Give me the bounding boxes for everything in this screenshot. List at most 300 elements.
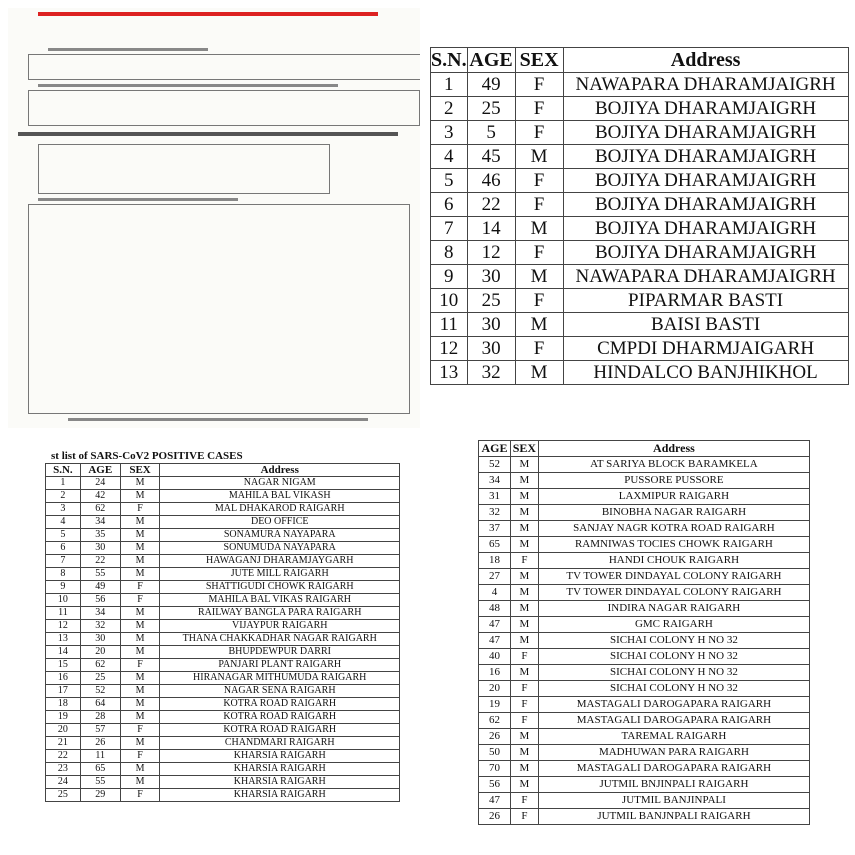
cell-address: CHANDMARI RAIGARH: [160, 737, 400, 750]
table-row: [46, 724, 400, 737]
cell-sex: M: [120, 698, 160, 711]
cell-age: 32: [467, 361, 515, 385]
cell-age: 37: [479, 521, 511, 537]
cell-sex: F: [515, 97, 563, 121]
cell-sex: M: [120, 568, 160, 581]
table-row: [479, 649, 810, 665]
cell-age: 26: [479, 729, 511, 745]
cell-sex: M: [515, 265, 563, 289]
cell-sn: 16: [46, 672, 81, 685]
cell-age: 22: [467, 193, 515, 217]
cell-address: TV TOWER DINDAYAL COLONY RAIGARH: [538, 569, 809, 585]
cases-table-b: [430, 47, 849, 385]
cell-sex: M: [510, 745, 538, 761]
table-row: [479, 537, 810, 553]
cell-address: GMC RAIGARH: [538, 617, 809, 633]
cell-address: KHARSIA RAIGARH: [160, 750, 400, 763]
cell-address: INDIRA NAGAR RAIGARH: [538, 601, 809, 617]
cell-address: BOJIYA DHARAMJAIGRH: [563, 121, 848, 145]
table-row: [46, 516, 400, 529]
cell-sex: M: [515, 361, 563, 385]
cell-address: SHATTIGUDI CHOWK RAIGARH: [160, 581, 400, 594]
cell-sn: 10: [46, 594, 81, 607]
table-row: [46, 659, 400, 672]
cell-age: 30: [80, 542, 120, 555]
text-line: [68, 418, 368, 421]
table-row: [479, 617, 810, 633]
cell-age: 31: [479, 489, 511, 505]
cell-age: 11: [80, 750, 120, 763]
cell-address: PUSSORE PUSSORE: [538, 473, 809, 489]
cell-sex: M: [510, 665, 538, 681]
cell-age: 12: [467, 241, 515, 265]
table-row: [46, 555, 400, 568]
cell-sex: M: [510, 489, 538, 505]
cell-sn: 21: [46, 737, 81, 750]
cell-sex: M: [510, 633, 538, 649]
cell-address: MAHILA BAL VIKAS RAIGARH: [160, 594, 400, 607]
table-row: [479, 793, 810, 809]
cell-address: DEO OFFICE: [160, 516, 400, 529]
cell-sex: M: [510, 505, 538, 521]
cell-sex: M: [120, 477, 160, 490]
cell-address: BOJIYA DHARAMJAIGRH: [563, 193, 848, 217]
cell-address: JUTMIL BANJINPALI: [538, 793, 809, 809]
cell-address: MAL DHAKAROD RAIGARH: [160, 503, 400, 516]
cell-sex: M: [120, 737, 160, 750]
table-row: [431, 73, 849, 97]
table-row: [479, 505, 810, 521]
cell-sex: F: [120, 594, 160, 607]
cell-address: BOJIYA DHARAMJAIGRH: [563, 217, 848, 241]
cell-sn: 1: [431, 73, 468, 97]
cell-address: MAHILA BAL VIKASH: [160, 490, 400, 503]
cell-sn: 11: [431, 313, 468, 337]
table-row: [431, 193, 849, 217]
cell-sn: 12: [431, 337, 468, 361]
cell-sex: F: [120, 789, 160, 802]
table-row: [431, 289, 849, 313]
cell-address: RAILWAY BANGLA PARA RAIGARH: [160, 607, 400, 620]
cell-address: SICHAI COLONY H NO 32: [538, 633, 809, 649]
cell-sex: M: [510, 729, 538, 745]
cell-age: 5: [467, 121, 515, 145]
cell-sex: F: [510, 697, 538, 713]
cell-sn: 2: [431, 97, 468, 121]
cell-address: HANDI CHOUK RAIGARH: [538, 553, 809, 569]
table-body-b: [431, 73, 849, 385]
cell-sex: M: [120, 620, 160, 633]
cell-sn: 7: [46, 555, 81, 568]
cell-sn: 5: [46, 529, 81, 542]
table-row: [431, 313, 849, 337]
cell-address: BOJIYA DHARAMJAIGRH: [563, 97, 848, 121]
cell-sex: F: [515, 193, 563, 217]
cell-address: VIJAYPUR RAIGARH: [160, 620, 400, 633]
cell-sn: 20: [46, 724, 81, 737]
table-row: [431, 241, 849, 265]
cell-address: KHARSIA RAIGARH: [160, 789, 400, 802]
table-row: [431, 361, 849, 385]
cell-sex: M: [120, 555, 160, 568]
table-row: [479, 713, 810, 729]
text-line: [38, 198, 238, 201]
cell-sn: 7: [431, 217, 468, 241]
table-body-c: [46, 477, 400, 802]
cell-age: 48: [479, 601, 511, 617]
col-header-sex: SEX: [510, 441, 538, 457]
bulletin-summary-table: [28, 54, 420, 80]
cell-sex: F: [120, 750, 160, 763]
cell-age: 45: [467, 145, 515, 169]
table-header-row: [479, 441, 810, 457]
cell-sn: 10: [431, 289, 468, 313]
cell-address: CMPDI DHARMJAIGARH: [563, 337, 848, 361]
cell-age: 65: [80, 763, 120, 776]
cell-address: MASTAGALI DAROGAPARA RAIGARH: [538, 761, 809, 777]
cell-sex: M: [120, 542, 160, 555]
table-row: [46, 763, 400, 776]
table-row: [46, 685, 400, 698]
cell-age: 32: [80, 620, 120, 633]
cell-age: 30: [467, 337, 515, 361]
table-row: [479, 633, 810, 649]
cell-address: MASTAGALI DAROGAPARA RAIGARH: [538, 713, 809, 729]
table-row: [479, 745, 810, 761]
table-row: [46, 620, 400, 633]
cell-sn: 14: [46, 646, 81, 659]
table-row: [479, 697, 810, 713]
cell-address: MADHUWAN PARA RAIGARH: [538, 745, 809, 761]
table-row: [479, 569, 810, 585]
table-row: [46, 776, 400, 789]
cell-sex: F: [510, 681, 538, 697]
table-row: [479, 553, 810, 569]
cell-address: KOTRA ROAD RAIGARH: [160, 724, 400, 737]
col-header-age: AGE: [80, 464, 120, 477]
table-row: [46, 542, 400, 555]
cell-sn: 13: [46, 633, 81, 646]
table-row: [431, 97, 849, 121]
cell-sn: 9: [46, 581, 81, 594]
cell-sex: M: [120, 607, 160, 620]
cell-sex: M: [120, 529, 160, 542]
table-row: [46, 477, 400, 490]
cell-address: HINDALCO BANJHIKHOL: [563, 361, 848, 385]
col-header-age: AGE: [467, 48, 515, 73]
cell-age: 30: [467, 265, 515, 289]
cell-address: HAWAGANJ DHARAMJAYGARH: [160, 555, 400, 568]
bulletin-test-table: [28, 90, 420, 126]
cell-age: 55: [80, 568, 120, 581]
cases-table-d: [478, 440, 810, 825]
cell-age: 26: [80, 737, 120, 750]
table-row: [46, 581, 400, 594]
cell-age: 4: [479, 585, 511, 601]
cell-sex: M: [120, 763, 160, 776]
cell-address: PANJARI PLANT RAIGARH: [160, 659, 400, 672]
cell-sn: 3: [431, 121, 468, 145]
cell-sn: 1: [46, 477, 81, 490]
cell-sex: F: [510, 793, 538, 809]
cell-sex: M: [510, 537, 538, 553]
cell-age: 57: [80, 724, 120, 737]
cell-address: JUTMIL BANJNPALI RAIGARH: [538, 809, 809, 825]
cell-address: TV TOWER DINDAYAL COLONY RAIGARH: [538, 585, 809, 601]
cell-age: 70: [479, 761, 511, 777]
table-row: [46, 503, 400, 516]
cell-sn: 25: [46, 789, 81, 802]
cell-age: 24: [80, 477, 120, 490]
bulletin-district-table: [28, 204, 410, 414]
cell-address: KHARSIA RAIGARH: [160, 776, 400, 789]
table-row: [46, 490, 400, 503]
cell-age: 47: [479, 793, 511, 809]
cell-sex: M: [120, 646, 160, 659]
cell-age: 40: [479, 649, 511, 665]
table-row: [431, 145, 849, 169]
positive-cases-panel-b: [430, 47, 850, 392]
positive-cases-panel-c: [45, 450, 405, 835]
cell-age: 56: [80, 594, 120, 607]
cell-sn: 4: [46, 516, 81, 529]
table-row: [46, 568, 400, 581]
cell-age: 25: [467, 289, 515, 313]
table-row: [479, 521, 810, 537]
table-row: [431, 169, 849, 193]
table-row: [431, 217, 849, 241]
cell-age: 22: [80, 555, 120, 568]
cell-sex: M: [510, 457, 538, 473]
table-header-row: [46, 464, 400, 477]
cell-sex: F: [510, 809, 538, 825]
cell-sn: 8: [431, 241, 468, 265]
cell-age: 62: [80, 659, 120, 672]
cell-age: 49: [80, 581, 120, 594]
col-header-address: Address: [160, 464, 400, 477]
cell-address: BOJIYA DHARAMJAIGRH: [563, 169, 848, 193]
table-row: [479, 729, 810, 745]
hindi-bulletin-panel: [8, 8, 420, 428]
cell-address: BAISI BASTI: [563, 313, 848, 337]
cell-sex: F: [120, 724, 160, 737]
cell-sex: F: [515, 241, 563, 265]
table-row: [46, 672, 400, 685]
table-row: [479, 665, 810, 681]
col-header-sex: SEX: [515, 48, 563, 73]
cell-sex: M: [510, 585, 538, 601]
table-row: [46, 737, 400, 750]
cell-address: JUTE MILL RAIGARH: [160, 568, 400, 581]
cell-sn: 19: [46, 711, 81, 724]
cell-sn: 18: [46, 698, 81, 711]
cell-age: 49: [467, 73, 515, 97]
cell-address: BHUPDEWPUR DARRI: [160, 646, 400, 659]
cell-age: 34: [80, 516, 120, 529]
cell-age: 55: [80, 776, 120, 789]
cell-sn: 9: [431, 265, 468, 289]
cell-age: 34: [80, 607, 120, 620]
col-header-address: Address: [563, 48, 848, 73]
cell-sex: M: [510, 777, 538, 793]
cell-sn: 17: [46, 685, 81, 698]
cell-address: SICHAI COLONY H NO 32: [538, 665, 809, 681]
cell-address: AT SARIYA BLOCK BARAMKELA: [538, 457, 809, 473]
cell-age: 52: [479, 457, 511, 473]
cell-address: SICHAI COLONY H NO 32: [538, 681, 809, 697]
cell-age: 29: [80, 789, 120, 802]
cell-age: 27: [479, 569, 511, 585]
table-row: [479, 601, 810, 617]
cell-address: BINOBHA NAGAR RAIGARH: [538, 505, 809, 521]
table-header-row: [431, 48, 849, 73]
col-header-age: AGE: [479, 441, 511, 457]
cell-sex: M: [510, 473, 538, 489]
cell-address: TAREMAL RAIGARH: [538, 729, 809, 745]
cell-sex: F: [510, 649, 538, 665]
table-row: [46, 607, 400, 620]
table-row: [479, 777, 810, 793]
cell-sex: M: [120, 633, 160, 646]
cell-address: LAXMIPUR RAIGARH: [538, 489, 809, 505]
cell-age: 25: [80, 672, 120, 685]
cell-age: 42: [80, 490, 120, 503]
cell-address: BOJIYA DHARAMJAIGRH: [563, 145, 848, 169]
table-row: [479, 489, 810, 505]
table-row: [46, 529, 400, 542]
cell-sex: M: [510, 521, 538, 537]
table-row: [431, 265, 849, 289]
cell-age: 28: [80, 711, 120, 724]
cell-sex: M: [510, 601, 538, 617]
cell-age: 34: [479, 473, 511, 489]
cell-address: JUTMIL BNJINPALI RAIGARH: [538, 777, 809, 793]
cell-address: BOJIYA DHARAMJAIGRH: [563, 241, 848, 265]
cell-sn: 13: [431, 361, 468, 385]
cell-age: 64: [80, 698, 120, 711]
cell-sex: M: [120, 672, 160, 685]
cell-age: 65: [479, 537, 511, 553]
cell-address: NAGAR NIGAM: [160, 477, 400, 490]
cell-age: 47: [479, 633, 511, 649]
table-row: [479, 473, 810, 489]
cell-sex: M: [510, 761, 538, 777]
col-header-sn: S.N.: [431, 48, 467, 71]
bulletin-count-table: [38, 144, 330, 194]
table-row: [479, 457, 810, 473]
cell-age: 56: [479, 777, 511, 793]
cell-age: 30: [467, 313, 515, 337]
text-line: [18, 132, 398, 136]
cell-address: SANJAY NAGR KOTRA ROAD RAIGARH: [538, 521, 809, 537]
cell-age: 50: [479, 745, 511, 761]
cell-age: 47: [479, 617, 511, 633]
cell-sn: 11: [46, 607, 81, 620]
cell-sn: 12: [46, 620, 81, 633]
cell-sn: 24: [46, 776, 81, 789]
cell-age: 25: [467, 97, 515, 121]
text-line: [48, 48, 208, 51]
cell-age: 20: [479, 681, 511, 697]
cell-address: HIRANAGAR MITHUMUDA RAIGARH: [160, 672, 400, 685]
cell-age: 35: [80, 529, 120, 542]
list-caption: st list of SARS-CoV2 POSITIVE CASES: [51, 450, 243, 462]
cell-sex: F: [120, 503, 160, 516]
cell-sn: 3: [46, 503, 81, 516]
cell-address: SICHAI COLONY H NO 32: [538, 649, 809, 665]
cell-address: PIPARMAR BASTI: [563, 289, 848, 313]
cell-address: KOTRA ROAD RAIGARH: [160, 711, 400, 724]
cell-age: 19: [479, 697, 511, 713]
cell-sex: F: [120, 659, 160, 672]
table-row: [46, 633, 400, 646]
cell-address: NAWAPARA DHARAMJAIGRH: [563, 265, 848, 289]
cases-table-c: [45, 463, 400, 802]
table-row: [46, 698, 400, 711]
bulletin-title-bar: [38, 12, 378, 32]
cell-sex: F: [515, 289, 563, 313]
cell-sex: F: [515, 121, 563, 145]
table-row: [46, 646, 400, 659]
text-line: [38, 84, 338, 87]
cell-address: KHARSIA RAIGARH: [160, 763, 400, 776]
cell-age: 30: [80, 633, 120, 646]
cell-sn: 5: [431, 169, 468, 193]
cell-sn: 4: [431, 145, 468, 169]
cell-sn: 8: [46, 568, 81, 581]
table-row: [479, 809, 810, 825]
cell-sex: F: [510, 713, 538, 729]
cell-age: 18: [479, 553, 511, 569]
cell-sex: M: [120, 776, 160, 789]
cell-sex: F: [515, 169, 563, 193]
cell-sex: F: [120, 581, 160, 594]
table-row: [46, 750, 400, 763]
cell-sn: 23: [46, 763, 81, 776]
table-body-d: [479, 457, 810, 825]
table-row: [479, 761, 810, 777]
cell-age: 62: [80, 503, 120, 516]
cell-age: 26: [479, 809, 511, 825]
cell-age: 20: [80, 646, 120, 659]
cell-sex: M: [120, 490, 160, 503]
cell-sn: 15: [46, 659, 81, 672]
positive-cases-panel-d: [478, 440, 813, 850]
cell-sex: M: [120, 711, 160, 724]
cell-age: 32: [479, 505, 511, 521]
cell-age: 52: [80, 685, 120, 698]
cell-sex: F: [510, 553, 538, 569]
cell-sex: M: [120, 516, 160, 529]
col-header-sn: S.N.: [46, 464, 81, 477]
table-row: [46, 711, 400, 724]
col-header-address: Address: [538, 441, 809, 457]
cell-sex: M: [515, 145, 563, 169]
table-row: [479, 585, 810, 601]
cell-sex: M: [515, 313, 563, 337]
cell-age: 62: [479, 713, 511, 729]
cell-address: NAGAR SENA RAIGARH: [160, 685, 400, 698]
cell-address: THANA CHAKKADHAR NAGAR RAIGARH: [160, 633, 400, 646]
cell-sex: M: [510, 569, 538, 585]
table-row: [479, 681, 810, 697]
cell-age: 46: [467, 169, 515, 193]
cell-sex: M: [510, 617, 538, 633]
col-header-sex: SEX: [120, 464, 160, 477]
cell-sn: 6: [46, 542, 81, 555]
cell-address: NAWAPARA DHARAMJAIGRH: [563, 73, 848, 97]
cell-address: KOTRA ROAD RAIGARH: [160, 698, 400, 711]
